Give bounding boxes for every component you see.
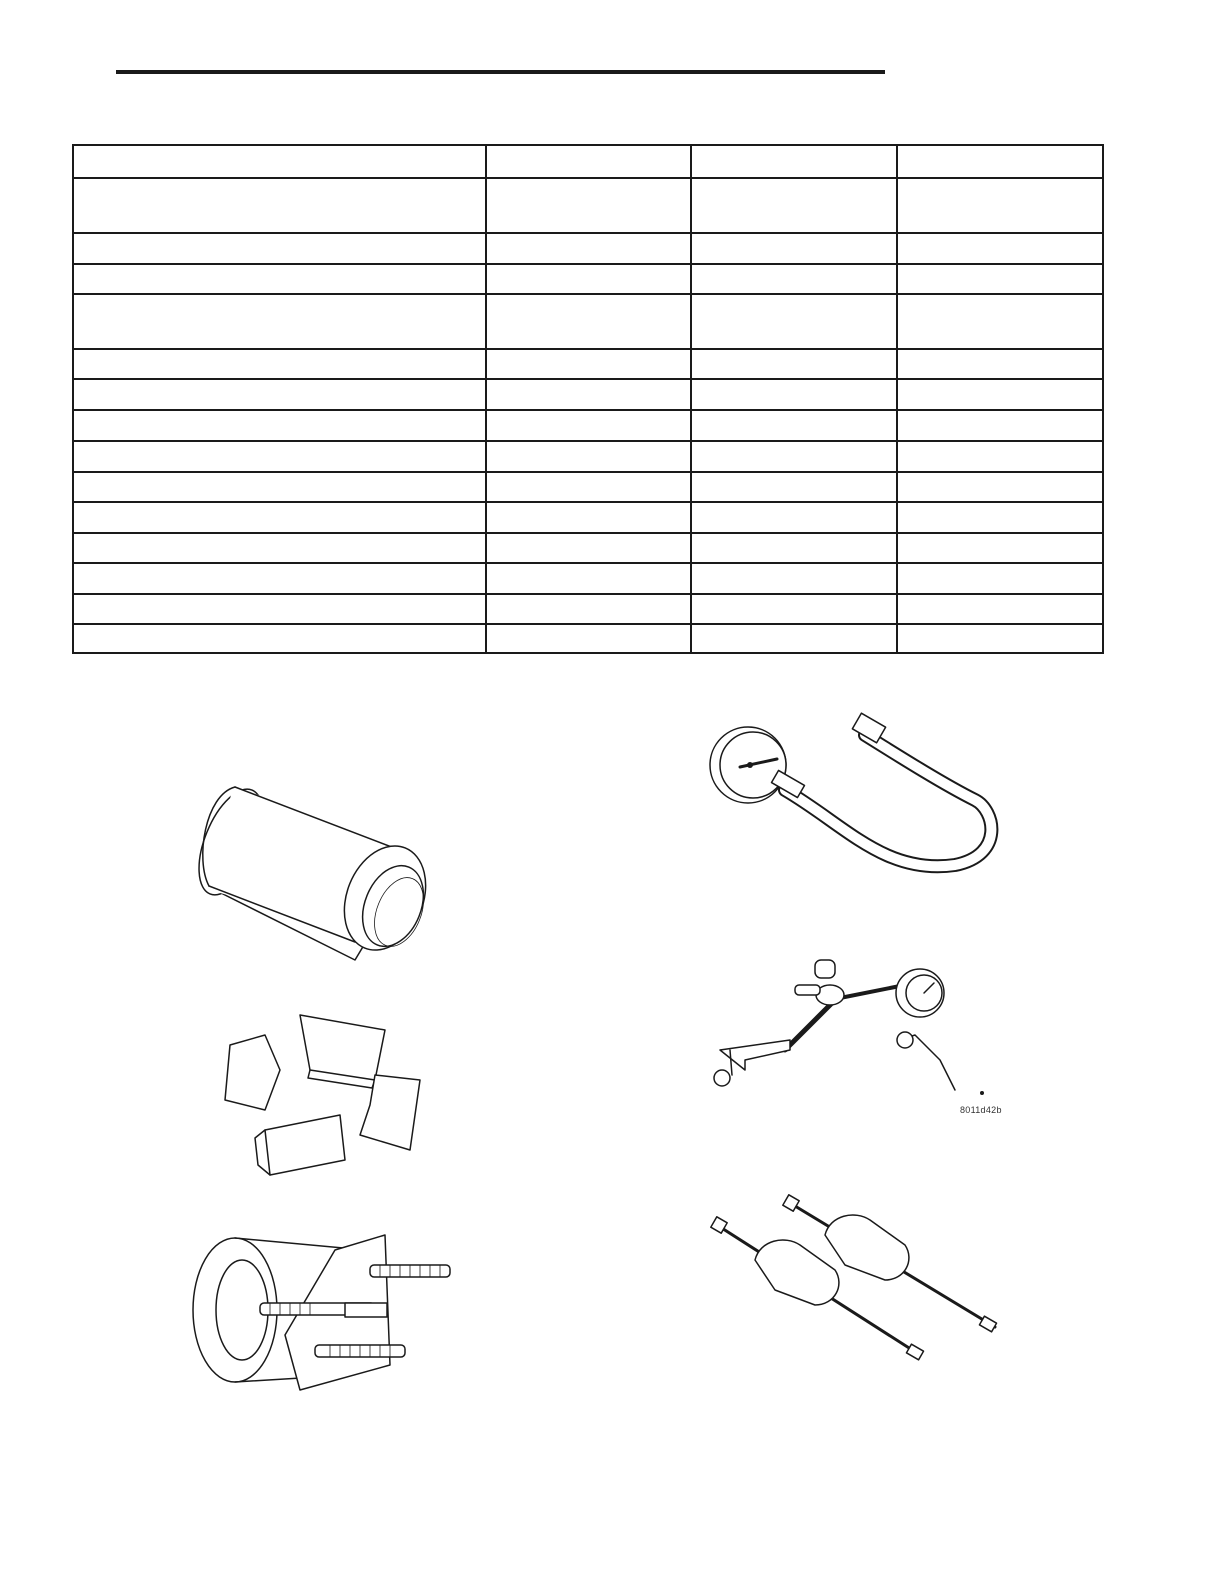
table-row: [73, 145, 1103, 178]
table-row: [73, 379, 1103, 410]
table-row: [73, 349, 1103, 379]
cylinder-driver-illustration: [195, 770, 455, 960]
header-rule: [116, 70, 885, 74]
segmented-ring-illustration: [210, 1010, 430, 1185]
table-row: [73, 441, 1103, 472]
figure-caption: 8011d42b: [960, 1105, 1002, 1115]
table-row: [73, 410, 1103, 441]
specification-table: [72, 144, 1104, 654]
table-row: [73, 563, 1103, 594]
bearing-puller-illustration: [190, 1225, 460, 1395]
dial-indicator-illustration: [710, 955, 1002, 1115]
table-row: [73, 178, 1103, 233]
table-row: [73, 624, 1103, 653]
table-row: [73, 472, 1103, 502]
table-row: [73, 264, 1103, 294]
table-row: [73, 233, 1103, 264]
table-row: [73, 502, 1103, 533]
table-row: [73, 294, 1103, 349]
slide-hammer-illustration: [705, 1195, 1005, 1365]
table-row: [73, 594, 1103, 624]
table-row: [73, 533, 1103, 563]
compression-gauge-illustration: [705, 715, 1005, 885]
